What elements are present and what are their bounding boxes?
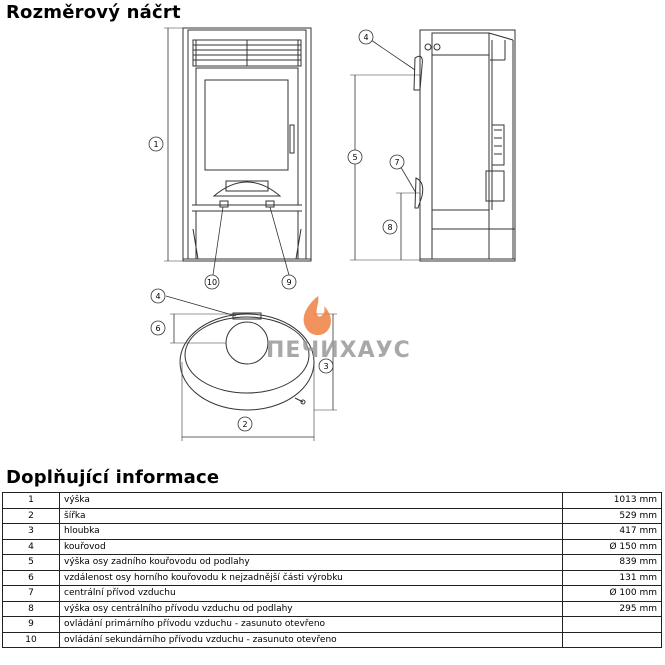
row-number: 5 bbox=[3, 555, 60, 571]
row-label: ovládání sekundárního přívodu vzduchu - zasunuto otevřeno bbox=[60, 632, 563, 648]
row-number: 8 bbox=[3, 601, 60, 617]
table-row bbox=[3, 617, 662, 633]
row-value: 1013 mm bbox=[563, 493, 662, 509]
row-value: 529 mm bbox=[563, 508, 662, 524]
row-number: 1 bbox=[3, 493, 60, 509]
callout-2 bbox=[238, 417, 252, 431]
svg-text:7: 7 bbox=[394, 158, 400, 167]
svg-text:10: 10 bbox=[206, 278, 218, 287]
row-label: kouřovod bbox=[60, 539, 563, 555]
flame-icon bbox=[304, 296, 331, 335]
svg-text:3: 3 bbox=[323, 362, 329, 371]
front-view bbox=[164, 28, 311, 275]
table-row bbox=[3, 508, 662, 524]
info-title: Doplňující informace bbox=[6, 467, 220, 488]
row-number: 6 bbox=[3, 570, 60, 586]
watermark-logo bbox=[266, 296, 411, 363]
row-value: Ø 150 mm bbox=[563, 539, 662, 555]
callout-1 bbox=[149, 137, 163, 151]
row-value bbox=[563, 632, 662, 648]
row-value bbox=[563, 617, 662, 633]
row-value: Ø 100 mm bbox=[563, 586, 662, 602]
svg-text:4: 4 bbox=[363, 33, 369, 42]
table-row bbox=[3, 570, 662, 586]
row-number: 3 bbox=[3, 524, 60, 540]
callout-8 bbox=[383, 220, 397, 234]
svg-text:4: 4 bbox=[155, 292, 161, 301]
row-number: 4 bbox=[3, 539, 60, 555]
table-row bbox=[3, 493, 662, 509]
svg-text:ПЕЧИХАУС: ПЕЧИХАУС bbox=[266, 338, 411, 363]
row-value: 131 mm bbox=[563, 570, 662, 586]
table-row bbox=[3, 555, 662, 571]
svg-text:9: 9 bbox=[286, 278, 292, 287]
sketch-title: Rozměrový náčrt bbox=[6, 2, 181, 23]
callout-9 bbox=[282, 275, 296, 289]
side-view bbox=[350, 30, 515, 261]
row-value: 295 mm bbox=[563, 601, 662, 617]
callout-10 bbox=[205, 275, 219, 289]
row-label: hloubka bbox=[60, 524, 563, 540]
callout-6 bbox=[151, 321, 165, 335]
row-number: 10 bbox=[3, 632, 60, 648]
svg-text:6: 6 bbox=[155, 324, 161, 333]
table-row bbox=[3, 539, 662, 555]
svg-text:5: 5 bbox=[352, 153, 358, 162]
row-value: 417 mm bbox=[563, 524, 662, 540]
row-number: 7 bbox=[3, 586, 60, 602]
row-label: vzdálenost osy horního kouřovodu k nejzadnější části výrobku bbox=[60, 570, 563, 586]
row-label: výška osy zadního kouřovodu od podlahy bbox=[60, 555, 563, 571]
row-number: 9 bbox=[3, 617, 60, 633]
svg-text:1: 1 bbox=[153, 140, 159, 149]
callout-4-top bbox=[151, 289, 165, 303]
row-label: centrální přívod vzduchu bbox=[60, 586, 563, 602]
callout-7 bbox=[390, 155, 404, 169]
svg-text:8: 8 bbox=[387, 223, 393, 232]
row-label: šířka bbox=[60, 508, 563, 524]
callout-4-side bbox=[359, 30, 373, 44]
row-label: výška bbox=[60, 493, 563, 509]
row-value: 839 mm bbox=[563, 555, 662, 571]
row-number: 2 bbox=[3, 508, 60, 524]
info-table bbox=[2, 492, 662, 648]
table-row bbox=[3, 601, 662, 617]
table-row bbox=[3, 632, 662, 648]
row-label: ovládání primárního přívodu vzduchu - zasunuto otevřeno bbox=[60, 617, 563, 633]
table-row bbox=[3, 586, 662, 602]
row-label: výška osy centrálního přívodu vzduchu od podlahy bbox=[60, 601, 563, 617]
callout-5 bbox=[348, 150, 362, 164]
table-row bbox=[3, 524, 662, 540]
svg-text:2: 2 bbox=[242, 420, 248, 429]
